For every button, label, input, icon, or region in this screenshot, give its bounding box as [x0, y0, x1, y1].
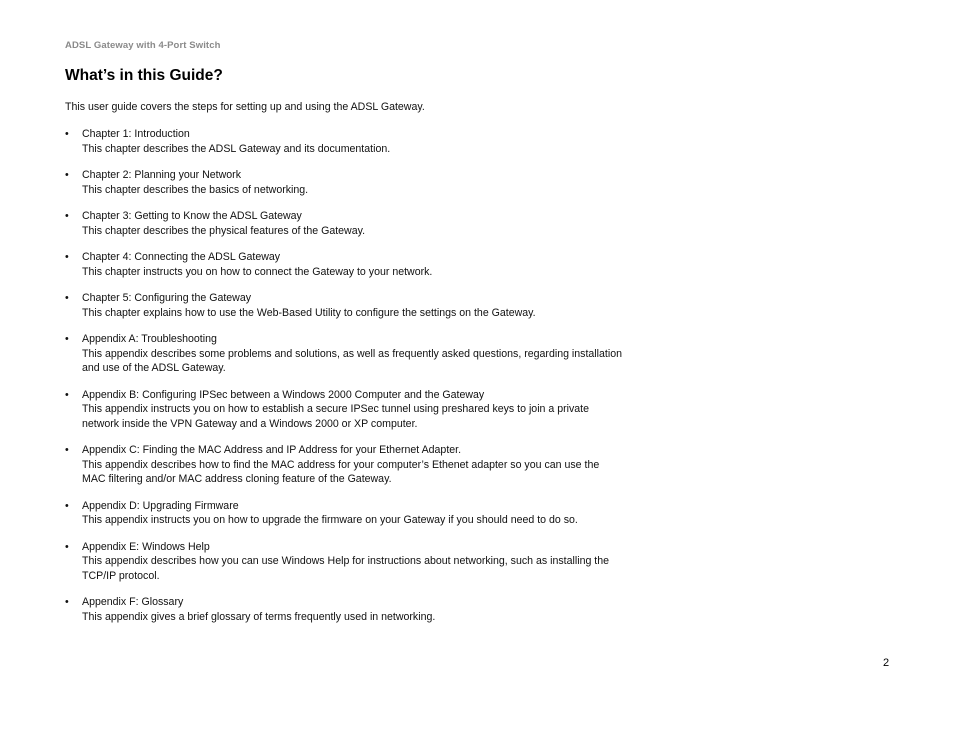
chapter-title: Chapter 2: Planning your Network	[82, 169, 241, 181]
page-number: 2	[883, 657, 890, 669]
chapter-title: Appendix C: Finding the MAC Address and IP Address for your Ethernet Adapter.	[82, 444, 462, 456]
chapter-title: Appendix E: Windows Help	[82, 540, 210, 553]
intro-paragraph: This user guide covers the steps for setting up and using the ADSL Gateway.	[65, 101, 425, 113]
list-item	[65, 388, 625, 432]
chapter-description: This chapter describes the physical features of the Gateway.	[82, 224, 366, 237]
list-item	[65, 540, 625, 584]
bullet: •	[65, 499, 69, 512]
list-item	[65, 595, 625, 624]
list-item	[65, 127, 625, 156]
list-item	[65, 209, 625, 238]
chapter-description: This chapter describes the ADSL Gateway and its documentation.	[82, 142, 391, 155]
list-item	[65, 332, 625, 376]
chapter-description: This appendix instructs you on how to upgrade the firmware on your Gateway if you should need to do so.	[82, 514, 578, 526]
chapter-description: This chapter explains how to use the Web-Based Utility to configure the settings on the Gateway.	[82, 306, 536, 319]
list-item	[65, 291, 625, 320]
bullet: •	[65, 596, 69, 608]
bullet: •	[65, 292, 69, 304]
bullet: •	[65, 251, 69, 263]
list-item	[65, 168, 625, 197]
chapter-title: Chapter 1: Introduction	[82, 128, 190, 140]
running-header: ADSL Gateway with 4-Port Switch	[65, 40, 221, 51]
list-item	[65, 250, 625, 279]
chapter-list	[65, 127, 625, 636]
chapter-title: Appendix F: Glossary	[82, 596, 184, 608]
page-title: What’s in this Guide?	[65, 67, 223, 84]
bullet: •	[65, 444, 69, 456]
chapter-description: This appendix instructs you on how to establish a secure IPSec tunnel using preshared keys to join a private network inside the VPN Gateway and a Windows 2000 or XP computer.	[82, 403, 590, 430]
chapter-description: This chapter instructs you on how to connect the Gateway to your network.	[82, 265, 433, 278]
chapter-title: Chapter 3: Getting to Know the ADSL Gateway	[82, 210, 302, 222]
chapter-description: This appendix describes how to find the MAC address for your computer’s Ethenet adapter so you can use the MAC filtering and/or MAC address cloning feature of the Gateway.	[82, 458, 600, 485]
list-item	[65, 443, 625, 487]
bullet: •	[65, 169, 69, 181]
bullet: •	[65, 210, 69, 222]
bullet: •	[65, 540, 69, 553]
chapter-title: Chapter 5: Configuring the Gateway	[82, 292, 252, 304]
chapter-description: This appendix describes some problems and solutions, as well as frequently asked questions, regarding installation and use of the ADSL Gateway.	[82, 347, 622, 374]
bullet: •	[65, 388, 69, 401]
bullet: •	[65, 128, 69, 140]
chapter-title: Appendix A: Troubleshooting	[82, 333, 217, 345]
chapter-description: This appendix gives a brief glossary of terms frequently used in networking.	[82, 610, 436, 623]
list-item	[65, 499, 625, 528]
chapter-description: This chapter describes the basics of networking.	[82, 183, 309, 196]
chapter-title: Chapter 4: Connecting the ADSL Gateway	[82, 251, 281, 263]
chapter-title: Appendix D: Upgrading Firmware	[82, 499, 239, 512]
bullet: •	[65, 333, 69, 345]
chapter-title: Appendix B: Configuring IPSec between a Windows 2000 Computer and the Gateway	[82, 388, 485, 401]
chapter-description: This appendix describes how you can use Windows Help for instructions about networking, such as installing the TCP/IP protocol.	[82, 555, 610, 582]
